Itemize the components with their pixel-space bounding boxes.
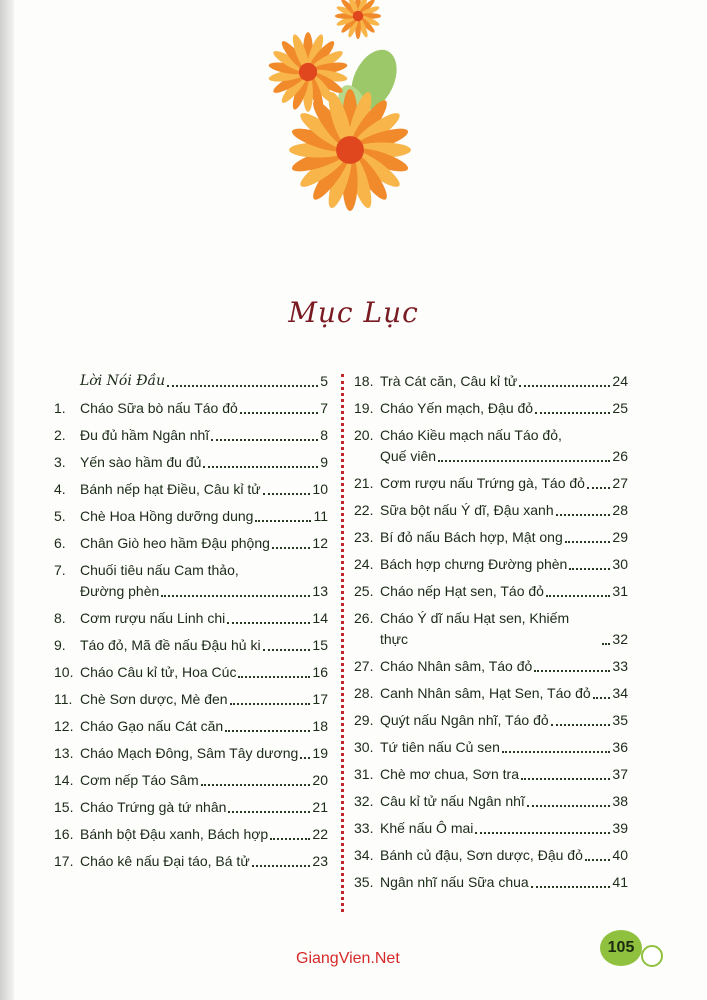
- dot-leader: [475, 832, 610, 834]
- toc-entry[interactable]: [54, 797, 328, 818]
- toc-entry[interactable]: [354, 818, 628, 839]
- toc-entry[interactable]: [54, 743, 328, 764]
- toc-entry-title: Câu kỉ tử nấu Ngân nhĩ: [380, 793, 525, 809]
- dot-leader: [270, 838, 310, 840]
- toc-entry-number: 12.: [54, 718, 74, 734]
- toc-entry-number: 28.: [354, 685, 374, 701]
- toc-entry-page: 13: [312, 583, 328, 599]
- toc-entry-title: Cháo nếp Hạt sen, Táo đỏ: [380, 583, 544, 599]
- toc-entry-number: 6.: [54, 535, 66, 551]
- toc-entry[interactable]: [354, 737, 628, 758]
- toc-entry-title: Cháo Gạo nấu Cát căn: [80, 718, 224, 734]
- toc-entry-number: 5.: [54, 508, 66, 524]
- toc-entry-title: Khế nấu Ô mai: [380, 820, 474, 836]
- toc-entry-title: Chân Giò heo hầm Đậu phộng: [80, 535, 270, 551]
- toc-entry-page: 22: [312, 826, 328, 842]
- dot-leader: [230, 703, 311, 705]
- toc-entry[interactable]: [354, 872, 628, 893]
- toc-entry-number: 22.: [354, 502, 374, 518]
- page-number-badge: 105: [600, 930, 642, 966]
- toc-entry-number: 32.: [354, 793, 374, 809]
- toc-entry[interactable]: [354, 656, 628, 677]
- dot-leader: [252, 865, 311, 867]
- toc-entry-title: Cháo Câu kỉ tử, Hoa Cúc: [80, 664, 237, 680]
- dot-leader: [438, 460, 610, 462]
- toc-entry-title: Yến sào hầm đu đủ: [80, 454, 202, 470]
- toc-left-column: [54, 371, 328, 878]
- toc-entry-number: 33.: [354, 820, 374, 836]
- page-title: Mục Lục: [288, 296, 419, 329]
- dot-leader: [531, 886, 611, 888]
- toc-entry-page: 19: [312, 745, 328, 761]
- toc-entry-page: 41: [612, 874, 628, 890]
- toc-entry-title: Lời Nói Đầu: [80, 373, 166, 389]
- toc-entry[interactable]: [54, 824, 328, 845]
- toc-entry-number: 17.: [54, 853, 74, 869]
- toc-entry-page: 23: [312, 853, 328, 869]
- toc-entry-number: 25.: [354, 583, 374, 599]
- toc-entry[interactable]: [54, 479, 328, 500]
- watermark: GiangVien.Net: [296, 950, 400, 967]
- toc-entry[interactable]: [54, 398, 328, 419]
- toc-entry[interactable]: [354, 608, 628, 650]
- toc-entry[interactable]: [354, 398, 628, 419]
- toc-entry[interactable]: [354, 527, 628, 548]
- toc-entry-number: 11.: [54, 691, 73, 707]
- toc-entry-title: Cơm rượu nấu Trứng gà, Táo đỏ: [380, 475, 585, 491]
- toc-entry-title: Bánh bột Đậu xanh, Bách hợp: [80, 826, 269, 842]
- dot-leader: [255, 520, 311, 522]
- toc-entry-number: 30.: [354, 739, 374, 755]
- toc-entry-number: 29.: [354, 712, 374, 728]
- toc-entry-page: 11: [313, 508, 328, 524]
- toc-entry-title: Chè mơ chua, Sơn tra: [380, 766, 519, 782]
- dot-leader: [527, 805, 611, 807]
- toc-entry-number: 24.: [354, 556, 374, 572]
- toc-entry[interactable]: [354, 791, 628, 812]
- toc-entry-page: 32: [612, 631, 628, 647]
- dot-leader: [519, 385, 610, 387]
- toc-entry-number: 15.: [54, 799, 74, 815]
- dot-leader: [167, 385, 318, 387]
- toc-entry-title: Đường phèn: [80, 583, 160, 599]
- flower-tiny: [335, 0, 381, 39]
- toc-entry-page: 7: [320, 400, 328, 416]
- toc-entry-number: 7.: [54, 562, 66, 578]
- toc-entry-number: 34.: [354, 847, 374, 863]
- toc-entry[interactable]: [54, 770, 328, 791]
- dot-leader: [211, 439, 318, 441]
- toc-entry-page: 14: [312, 610, 328, 626]
- dot-leader: [300, 757, 310, 759]
- toc-entry-title: Táo đỏ, Mã đề nấu Đậu hủ ki: [80, 637, 261, 653]
- toc-entry[interactable]: [354, 500, 628, 521]
- page-badge-dot: [641, 945, 663, 967]
- toc-entry-title: Cơm nếp Táo Sâm: [80, 772, 199, 788]
- toc-entry-number: 4.: [54, 481, 66, 497]
- toc-entry[interactable]: [54, 608, 328, 629]
- toc-entry-page: 12: [312, 535, 328, 551]
- dot-leader: [534, 670, 610, 672]
- toc-entry-number: 23.: [354, 529, 374, 545]
- toc-entry-number: 31.: [354, 766, 374, 782]
- toc-right-column: [354, 371, 628, 899]
- dot-leader: [225, 730, 310, 732]
- toc-entry[interactable]: [354, 554, 628, 575]
- toc-entry-number: 14.: [54, 772, 74, 788]
- dot-leader: [556, 514, 611, 516]
- toc-entry-title: Cháo Sữa bò nấu Táo đỏ: [80, 400, 238, 416]
- dot-leader: [551, 724, 611, 726]
- column-divider: [341, 374, 344, 912]
- toc-entry-title: Ngân nhĩ nấu Sữa chua: [380, 874, 529, 890]
- toc-entry-number: 2.: [54, 427, 66, 443]
- dot-leader: [587, 487, 610, 489]
- toc-entry[interactable]: [54, 560, 328, 602]
- toc-entry[interactable]: [354, 845, 628, 866]
- toc-entry-title: Cơm rượu nấu Linh chi: [80, 610, 226, 626]
- toc-entry-page: 5: [320, 373, 328, 389]
- toc-entry-number: 26.: [354, 610, 374, 626]
- dot-leader: [569, 568, 610, 570]
- toc-entry-page: 30: [612, 556, 628, 572]
- toc-entry-number: 20.: [354, 427, 374, 443]
- toc-entry-page: 33: [612, 658, 628, 674]
- page-binding-edge: [0, 0, 14, 1000]
- toc-entry-title: Cháo Kiều mạch nấu Táo đỏ,: [380, 427, 562, 443]
- toc-entry-page: 39: [612, 820, 628, 836]
- flower-illustration: [262, 0, 422, 215]
- dot-leader: [203, 466, 318, 468]
- toc-entry-page: 21: [312, 799, 328, 815]
- toc-entry-title: Cháo Mạch Đông, Sâm Tây dương: [80, 745, 299, 761]
- toc-entry-number: 27.: [354, 658, 374, 674]
- toc-entry[interactable]: [54, 425, 328, 446]
- toc-entry-title: Bí đỏ nấu Bách hợp, Mật ong: [380, 529, 563, 545]
- toc-entry-number: 1.: [54, 400, 66, 416]
- toc-entry[interactable]: [54, 533, 328, 554]
- toc-entry-title: Chè Sơn dược, Mè đen: [80, 691, 228, 707]
- toc-entry-page: 18: [312, 718, 328, 734]
- toc-entry-number: 35.: [354, 874, 374, 890]
- dot-leader: [593, 697, 611, 699]
- toc-entry-number: 18.: [354, 373, 374, 389]
- dot-leader: [240, 412, 318, 414]
- toc-entry-number: 9.: [54, 637, 66, 653]
- toc-entry-page: 25: [612, 400, 628, 416]
- toc-entry-title: Chuối tiêu nấu Cam thảo,: [80, 562, 239, 578]
- toc-entry-title: Chè Hoa Hồng dưỡng dung: [80, 508, 254, 524]
- dot-leader: [263, 649, 311, 651]
- toc-entry[interactable]: [54, 635, 328, 656]
- toc-entry-title: Bánh nếp hạt Điều, Câu kỉ tử: [80, 481, 261, 497]
- toc-entry-page: 38: [612, 793, 628, 809]
- toc-entry[interactable]: [354, 425, 628, 467]
- dot-leader: [535, 412, 610, 414]
- dot-leader: [565, 541, 611, 543]
- dot-leader: [238, 676, 310, 678]
- toc-entry-title: Bánh củ đậu, Sơn dược, Đậu đỏ: [380, 847, 583, 863]
- toc-entry-number: 21.: [354, 475, 374, 491]
- toc-entry[interactable]: [354, 581, 628, 602]
- dot-leader: [585, 859, 611, 861]
- toc-entry-title: Cháo Ý dĩ nấu Hạt sen, Khiếm thực: [380, 610, 570, 647]
- toc-entry-title: Quýt nấu Ngân nhĩ, Táo đỏ: [380, 712, 549, 728]
- toc-entry-title: Tứ tiên nấu Củ sen: [380, 739, 500, 755]
- toc-entry-page: 34: [612, 685, 628, 701]
- toc-entry-number: 19.: [354, 400, 374, 416]
- toc-entry-page: 28: [612, 502, 628, 518]
- toc-entry-page: 17: [312, 691, 328, 707]
- toc-entry-page: 27: [612, 475, 628, 491]
- toc-entry-number: 8.: [54, 610, 66, 626]
- dot-leader: [227, 622, 310, 624]
- dot-leader: [201, 784, 311, 786]
- toc-entry-number: 16.: [54, 826, 74, 842]
- toc-entry-page: 8: [320, 427, 328, 443]
- toc-entry-page: 35: [612, 712, 628, 728]
- toc-entry-page: 40: [612, 847, 628, 863]
- toc-entry-page: 24: [612, 373, 628, 389]
- toc-entry[interactable]: [54, 452, 328, 473]
- toc-entry-title: Bách hợp chưng Đường phèn: [380, 556, 568, 572]
- toc-entry-page: 9: [320, 454, 328, 470]
- dot-leader: [263, 493, 311, 495]
- toc-entry-title: Canh Nhân sâm, Hạt Sen, Táo đỏ: [380, 685, 591, 701]
- toc-entry-page: 36: [612, 739, 628, 755]
- dot-leader: [228, 811, 310, 813]
- toc-entry-page: 15: [312, 637, 328, 653]
- toc-entry[interactable]: [354, 683, 628, 704]
- toc-entry-page: 31: [612, 583, 628, 599]
- toc-entry-page: 26: [612, 448, 628, 464]
- toc-entry-number: 3.: [54, 454, 66, 470]
- toc-entry-page: 37: [612, 766, 628, 782]
- toc-entry[interactable]: [54, 851, 328, 872]
- toc-entry-title: Sữa bột nấu Ý dĩ, Đậu xanh: [380, 502, 554, 518]
- toc-entry-page: 20: [312, 772, 328, 788]
- toc-entry-page: 16: [312, 664, 328, 680]
- toc-entry[interactable]: [354, 371, 628, 392]
- toc-entry[interactable]: [54, 689, 328, 710]
- toc-entry[interactable]: [354, 473, 628, 494]
- dot-leader: [521, 778, 610, 780]
- toc-entry[interactable]: [54, 662, 328, 683]
- toc-entry-title: Cháo Trứng gà tứ nhân: [80, 799, 227, 815]
- dot-leader: [602, 643, 610, 645]
- toc-entry-title: Cháo Nhân sâm, Táo đỏ: [380, 658, 533, 674]
- toc-entry-page: 29: [612, 529, 628, 545]
- dot-leader: [272, 547, 311, 549]
- toc-entry-title: Cháo kê nấu Đại táo, Bá tử: [80, 853, 250, 869]
- toc-entry-page: 10: [312, 481, 328, 497]
- dot-leader: [546, 595, 610, 597]
- toc-entry[interactable]: [54, 716, 328, 737]
- toc-entry-title: Quế viên: [380, 448, 437, 464]
- toc-entry-title: Cháo Yến mạch, Đậu đỏ: [380, 400, 534, 416]
- dot-leader: [161, 595, 310, 597]
- toc-entry-intro[interactable]: [54, 371, 328, 392]
- toc-entry[interactable]: [354, 710, 628, 731]
- toc-entry[interactable]: [354, 764, 628, 785]
- toc-entry-title: Đu đủ hầm Ngân nhĩ: [80, 427, 210, 443]
- toc-entry-number: 10.: [54, 664, 74, 680]
- toc-entry-number: 13.: [54, 745, 74, 761]
- toc-entry-title: Trà Cát căn, Câu kỉ tử: [380, 373, 518, 389]
- toc-entry[interactable]: [54, 506, 328, 527]
- dot-leader: [502, 751, 611, 753]
